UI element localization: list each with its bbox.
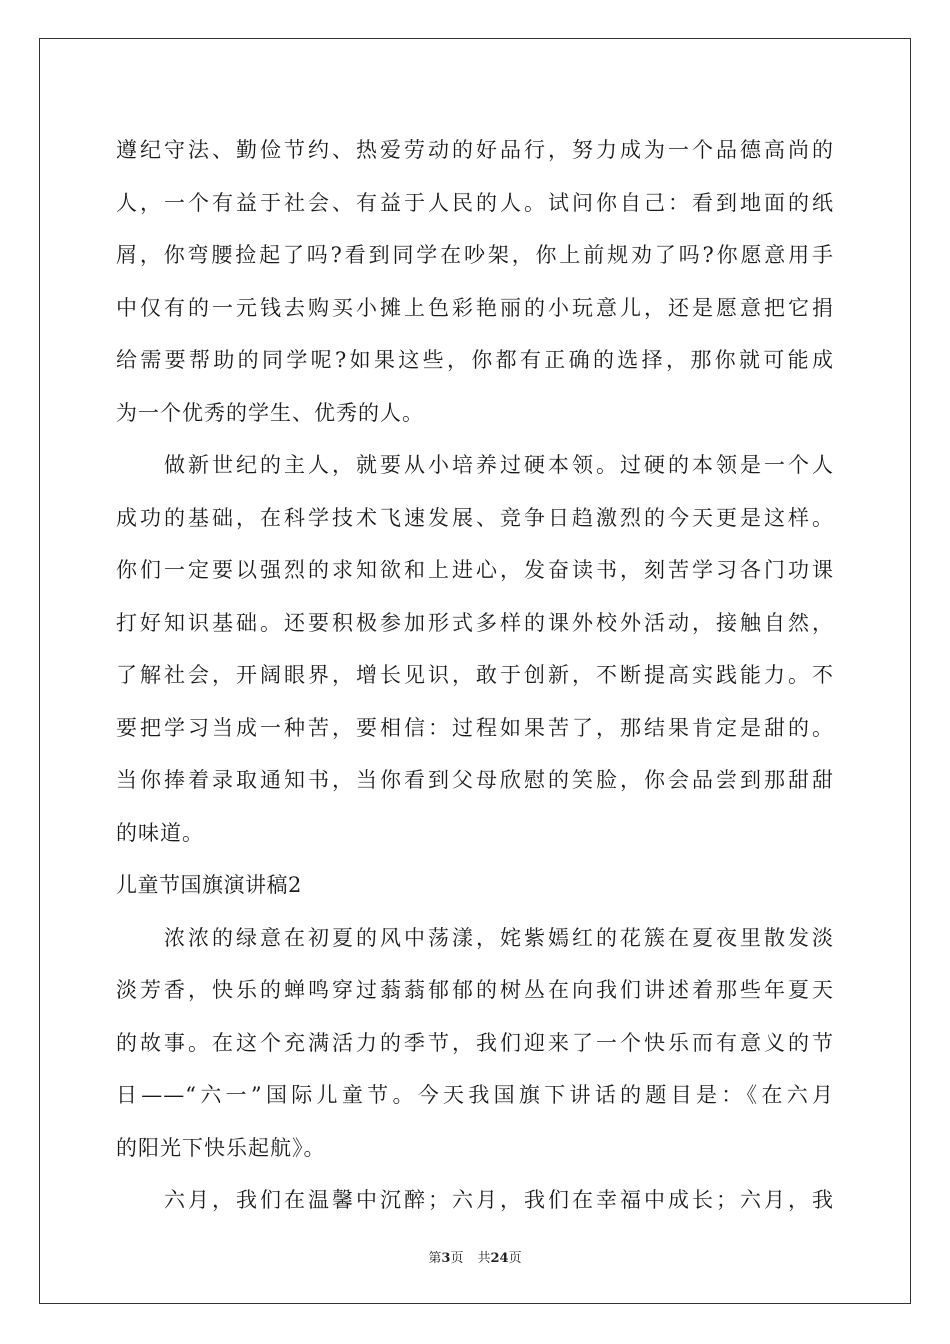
text-line: 你们一定要以强烈的求知欲和上进心，发奋读书，刻苦学习各门功课	[116, 558, 834, 582]
text-line: 人，一个有益于社会、有益于人民的人。试问你自己：看到地面的纸	[116, 190, 834, 215]
text-line: 遵纪守法、勤俭节约、热爱劳动的好品行，努力成为一个品德高尚的	[116, 138, 834, 162]
text-line: 做新世纪的主人，就要从小培养过硬本领。过硬的本领是一个人	[164, 453, 834, 477]
total-prefix: 共	[477, 1251, 491, 1266]
text-line: 日——“六一”国际儿童节。今天我国旗下讲话的题目是：《在六月	[116, 1083, 834, 1107]
text-line: 浓浓的绿意在初夏的风中荡漾，姹紫嫣红的花簇在夏夜里散发淡	[164, 925, 834, 950]
section-heading: 儿童节国旗演讲稿2	[116, 873, 302, 897]
text-line: 淡芳香，快乐的蝉鸣穿过蓊蓊郁郁的树丛在向我们讲述着那些年夏天	[116, 978, 834, 1002]
page-number: 3	[441, 1251, 451, 1266]
text-line: 了解社会，开阔眼界，增长见识，敢于创新，不断提高实践能力。不	[116, 663, 834, 687]
page-prefix: 第	[428, 1251, 442, 1266]
text-line: 当你捧着录取通知书，当你看到父母欣慰的笑脸，你会品尝到那甜甜	[116, 768, 834, 792]
text-line: 给需要帮助的同学呢?如果这些，你都有正确的选择，那你就可能成	[116, 348, 834, 372]
page-footer	[0, 1247, 950, 1266]
text-line: 屑，你弯腰捡起了吗?看到同学在吵架，你上前规劝了吗?你愿意用手	[116, 243, 834, 267]
page-suffix: 页	[450, 1251, 464, 1266]
document-body	[116, 124, 834, 1227]
text-line: 为一个优秀的学生、优秀的人。	[116, 400, 424, 425]
text-line: 成功的基础，在科学技术飞速发展、竞争日趋激烈的今天更是这样。	[116, 505, 834, 530]
text-line: 要把学习当成一种苦，要相信：过程如果苦了，那结果肯定是甜的。	[116, 715, 834, 740]
text-line: 的故事。在这个充满活力的季节，我们迎来了一个快乐而有意义的节	[116, 1030, 834, 1055]
text-line: 六月，我们在温馨中沉醉；六月，我们在幸福中成长；六月，我	[164, 1188, 834, 1212]
text-line: 的味道。	[116, 820, 204, 845]
text-line: 打好知识基础。还要积极参加形式多样的课外校外活动，接触自然，	[116, 610, 834, 635]
text-line: 中仅有的一元钱去购买小摊上色彩艳丽的小玩意儿，还是愿意把它捐	[116, 295, 834, 320]
total-pages: 24	[490, 1251, 509, 1266]
total-suffix: 页	[508, 1251, 522, 1266]
text-line: 的阳光下快乐起航》。	[116, 1135, 326, 1160]
